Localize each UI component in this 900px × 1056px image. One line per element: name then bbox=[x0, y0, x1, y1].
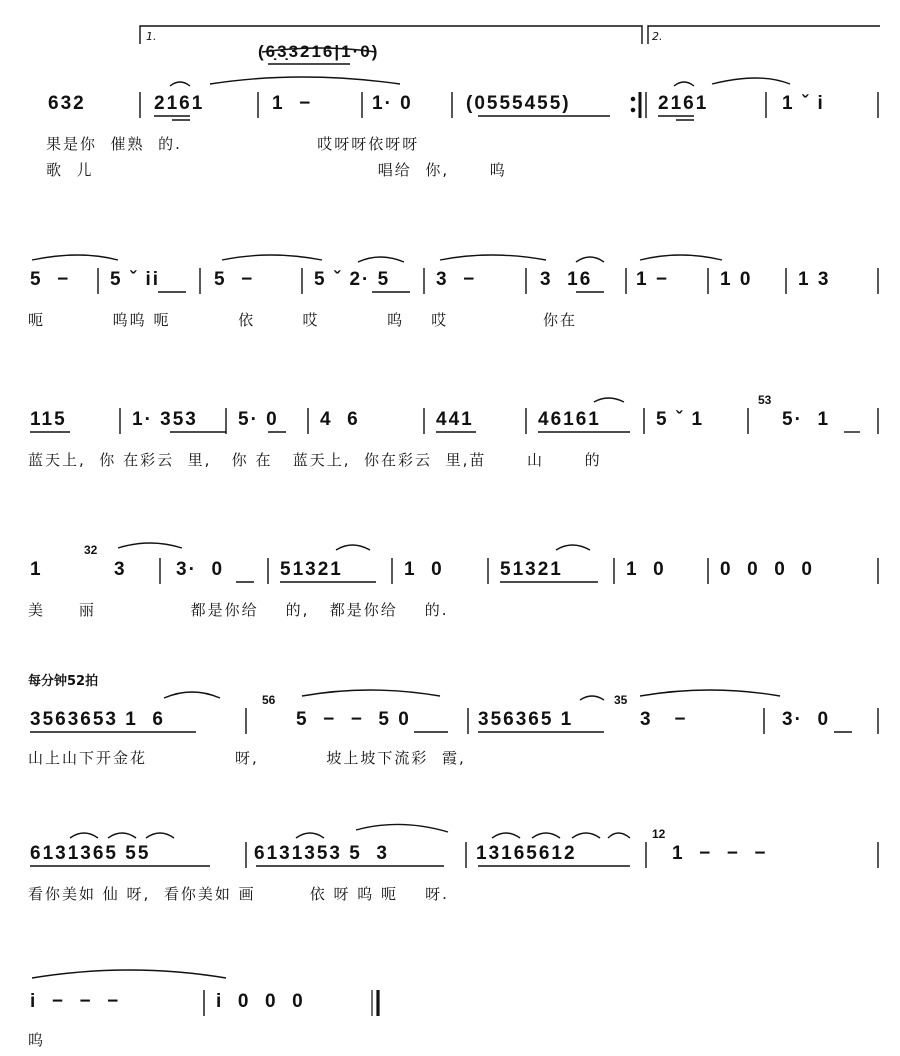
measure: 51321 bbox=[280, 559, 343, 580]
measure: 1 − − − bbox=[672, 843, 768, 864]
measure: 4 6 bbox=[320, 409, 360, 430]
measure: 1 bbox=[30, 559, 43, 580]
measure: 51321 bbox=[500, 559, 563, 580]
measure: 1 0 bbox=[626, 559, 666, 580]
grace-note: 56 bbox=[262, 693, 276, 707]
staff-system-2 bbox=[0, 268, 900, 308]
measure: 5 ˇ ii bbox=[110, 269, 161, 290]
measure: 632 bbox=[48, 93, 86, 114]
measure: 3 16 bbox=[540, 269, 593, 290]
measure: 3 − bbox=[640, 709, 688, 730]
measure: 441 bbox=[436, 409, 474, 430]
measure: 1 3 bbox=[798, 269, 831, 290]
measure: 5 ˇ 2· 5 bbox=[314, 269, 391, 290]
measure: 1· 353 bbox=[132, 409, 198, 430]
measure: 13165612 bbox=[476, 843, 577, 864]
lyrics-line: 呃 呜呜 呃 依 哎 呜 哎 你在 bbox=[28, 311, 578, 329]
measure: i − − − bbox=[30, 991, 121, 1012]
measure: 1· 0 bbox=[372, 93, 413, 114]
measure: 1 ˇ i bbox=[782, 93, 825, 114]
measure: 2161 bbox=[658, 93, 709, 114]
measure: 0 0 0 0 bbox=[720, 559, 814, 580]
measure: 1 0 bbox=[404, 559, 444, 580]
measure: 3· 0 bbox=[176, 559, 225, 580]
measure: 6131353 5 3 bbox=[254, 843, 389, 864]
measure: 3563653 1 6 bbox=[30, 709, 165, 730]
measure: 5 ˇ 1 bbox=[656, 409, 705, 430]
staff-system-6 bbox=[0, 827, 900, 882]
volta-2-bracket bbox=[648, 26, 880, 44]
lyrics-line: 美 丽 都是你给 的, 都是你给 的. bbox=[28, 601, 449, 619]
lyrics-line: 歌 儿 唱给 你, 呜 bbox=[46, 161, 507, 179]
tempo-marking: 每分钟52拍 bbox=[28, 674, 99, 689]
lyrics-line: 看你美如 仙 呀, 看你美如 画 依 呀 呜 呃 呀. bbox=[28, 885, 449, 903]
staff-system-4 bbox=[0, 543, 900, 598]
measure: 5· 0 bbox=[238, 409, 279, 430]
measure: 3 bbox=[114, 559, 127, 580]
measure: 3· 0 bbox=[782, 709, 831, 730]
measure: i 0 0 0 bbox=[216, 991, 305, 1012]
volta-2-label: 2. bbox=[652, 30, 663, 43]
measure: 1 − bbox=[636, 269, 669, 290]
measure: 6131365 55 bbox=[30, 843, 151, 864]
measure: 5 − bbox=[214, 269, 255, 290]
lyrics-line: 呜 bbox=[28, 1031, 46, 1049]
ending-1-cue: (6̣3̣3216|1·0) bbox=[258, 42, 380, 61]
staff-system-1 bbox=[0, 92, 900, 132]
lyrics-line: 果是你 催熟 的. 哎呀呀依呀呀 bbox=[46, 135, 420, 153]
grace-note: 12 bbox=[652, 827, 666, 841]
measure: 5 − − 5 0 bbox=[296, 709, 411, 730]
grace-note: 53 bbox=[758, 393, 772, 407]
measure: 2161 bbox=[154, 93, 205, 114]
staff-system-7 bbox=[0, 990, 900, 1030]
measure: 46161 bbox=[538, 409, 601, 430]
volta-1-bracket bbox=[140, 26, 642, 44]
volta-1-label: 1. bbox=[146, 30, 157, 43]
measure: 356365 1 bbox=[478, 709, 574, 730]
grace-note: 35 bbox=[614, 693, 628, 707]
measure: 5· 1 bbox=[782, 409, 831, 430]
measure: 1 0 bbox=[720, 269, 753, 290]
measure: 3 − bbox=[436, 269, 477, 290]
lyrics-line: 山上山下开金花 呀, 坡上坡下流彩 霞, bbox=[28, 749, 466, 767]
grace-note: 32 bbox=[84, 543, 98, 557]
measure: 1 − bbox=[272, 93, 313, 114]
measure: 5 − bbox=[30, 269, 71, 290]
measure: 115 bbox=[30, 409, 67, 430]
lyrics-line: 蓝天上, 你 在彩云 里, 你 在 蓝天上, 你在彩云 里,苗 山 的 bbox=[28, 451, 602, 469]
measure: (0555455) bbox=[466, 93, 571, 114]
staff-system-5 bbox=[0, 693, 900, 748]
staff-system-3 bbox=[0, 393, 900, 448]
